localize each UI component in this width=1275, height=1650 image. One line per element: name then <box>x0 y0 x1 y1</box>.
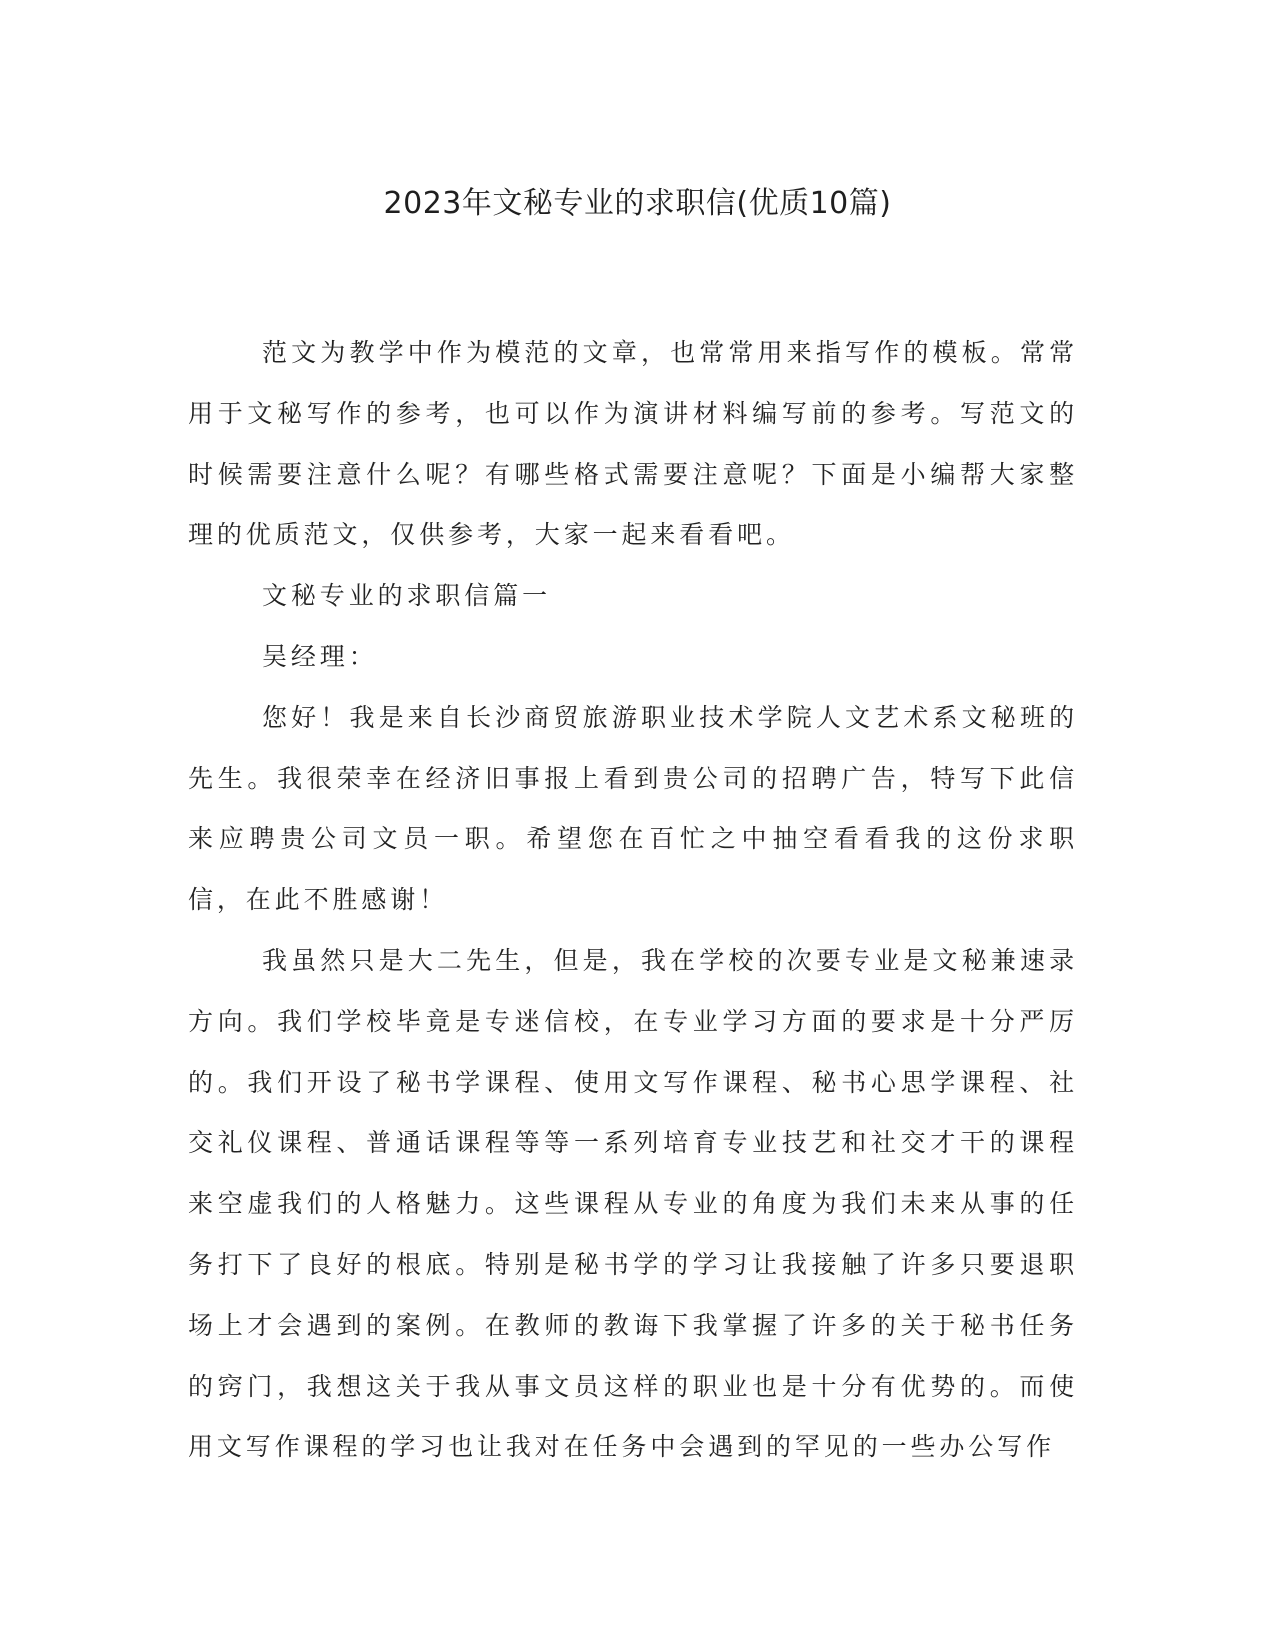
section-heading: 文秘专业的求职信篇一 <box>262 581 552 611</box>
letter-paragraph: 您好！我是来自长沙商贸旅游职业技术学院人文艺术系文秘班的先生。我很荣幸在经济旧事报上看到贵公司的招聘广告，特写下此信来应聘贵公司文员一职。希望您在百忙之中抽空看看我的这份求职信，在此不胜感谢！ <box>188 702 1078 915</box>
intro-paragraph: 范文为教学中作为模范的文章，也常常用来指写作的模板。常常用于文秘写作的参考，也可以作为演讲材料编写前的参考。写范文的时候需要注意什么呢？有哪些格式需要注意呢？下面是小编帮大家整理的优质范文，仅供参考，大家一起来看看吧。 <box>188 338 1078 550</box>
letter-paragraph: 我虽然只是大二先生，但是，我在学校的次要专业是文秘兼速录方向。我们学校毕竟是专迷信校，在专业学习方面的要求是十分严厉的。我们开设了秘书学课程、使用文写作课程、秘书心思学课程、社交礼仪课程、普通话课程等等一系列培育专业技艺和社交才干的课程来空虚我们的人格魅力。这些课程从专业的角度为我们未来从事的任务打下了良好的根底。特别是秘书学的学习让我接触了许多只要退职场上才会遇到的案例。在教师的教诲下我掌握了许多的关于秘书任务的窍门，我想这关于我从事文员这样的职业也是十分有优势的。而使用文写作课程的学习也让我对在任务中会遇到的罕见的一些办公写作 <box>188 945 1078 1462</box>
salutation: 吴经理： <box>262 641 378 671</box>
document-body <box>188 323 1078 1478</box>
document-title: 2023年文秘专业的求职信(优质10篇) <box>383 186 892 221</box>
